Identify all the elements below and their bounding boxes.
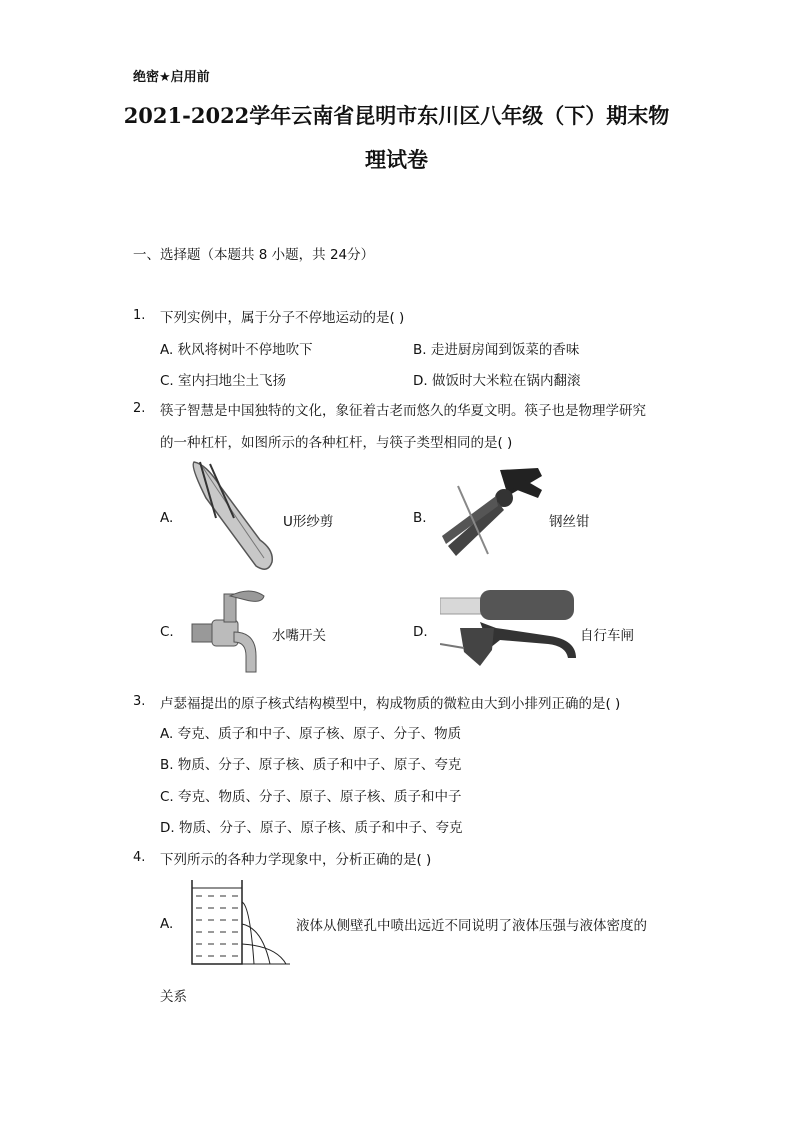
question-number: 2.	[133, 401, 146, 416]
question-number: 1.	[133, 308, 146, 323]
question-text-line1: 筷子智慧是中国独特的文化，象征着古老而悠久的华夏文明。筷子也是物理学研究	[160, 403, 646, 419]
section-heading: 一、选择题（本题共 8 小题，共 24分）	[133, 247, 375, 263]
pliers-icon	[438, 466, 546, 562]
option-c: C. 室内扫地尘土飞扬	[160, 373, 287, 389]
option-b: B. 走进厨房闻到饭菜的香味	[413, 342, 580, 358]
option-b-caption: 钢丝钳	[549, 514, 590, 530]
option-d-caption: 自行车闸	[580, 628, 634, 644]
scissors-icon	[186, 458, 278, 574]
question-text: 下列所示的各种力学现象中，分析正确的是( )	[160, 852, 432, 868]
bike-brake-icon	[440, 588, 580, 680]
question-number: 3.	[133, 694, 146, 709]
option-d: D. 做饭时大米粒在锅内翻滚	[413, 373, 581, 389]
question-text: 卢瑟福提出的原子核式结构模型中，构成物质的微粒由大到小排列正确的是( )	[160, 696, 621, 712]
option-a: A. 秋风将树叶不停地吹下	[160, 342, 313, 358]
option-a-caption: U形纱剪	[283, 514, 334, 530]
option-b: B. 物质、分子、原子核、质子和中子、原子、夸克	[160, 757, 462, 773]
option-a-text-line1: 液体从侧壁孔中喷出远近不同说明了液体压强与液体密度的	[296, 918, 647, 934]
question-text: 下列实例中，属于分子不停地运动的是( )	[160, 310, 405, 326]
confidential-label: 绝密★启用前	[133, 70, 210, 85]
option-a: A. 夸克、质子和中子、原子核、原子、分子、物质	[160, 726, 462, 742]
page-title-line1: 2021-2022学年云南省昆明市东川区八年级（下）期末物	[123, 103, 670, 128]
option-c-caption: 水嘴开关	[272, 628, 326, 644]
option-a-letter: A.	[160, 916, 174, 932]
option-a-text-line2: 关系	[160, 989, 187, 1005]
question-text-line2: 的一种杠杆，如图所示的各种杠杆，与筷子类型相同的是( )	[160, 435, 513, 451]
option-d: D. 物质、分子、原子、原子核、质子和中子、夸克	[160, 820, 463, 836]
question-number: 4.	[133, 850, 146, 865]
liquid-container-icon	[186, 878, 292, 968]
option-a-letter: A.	[160, 510, 174, 526]
option-c-letter: C.	[160, 624, 174, 640]
option-c: C. 夸克、物质、分子、原子、原子核、质子和中子	[160, 789, 462, 805]
page-title-line2: 理试卷	[365, 147, 428, 172]
option-b-letter: B.	[413, 510, 427, 526]
option-d-letter: D.	[413, 624, 428, 640]
faucet-icon	[190, 586, 270, 678]
